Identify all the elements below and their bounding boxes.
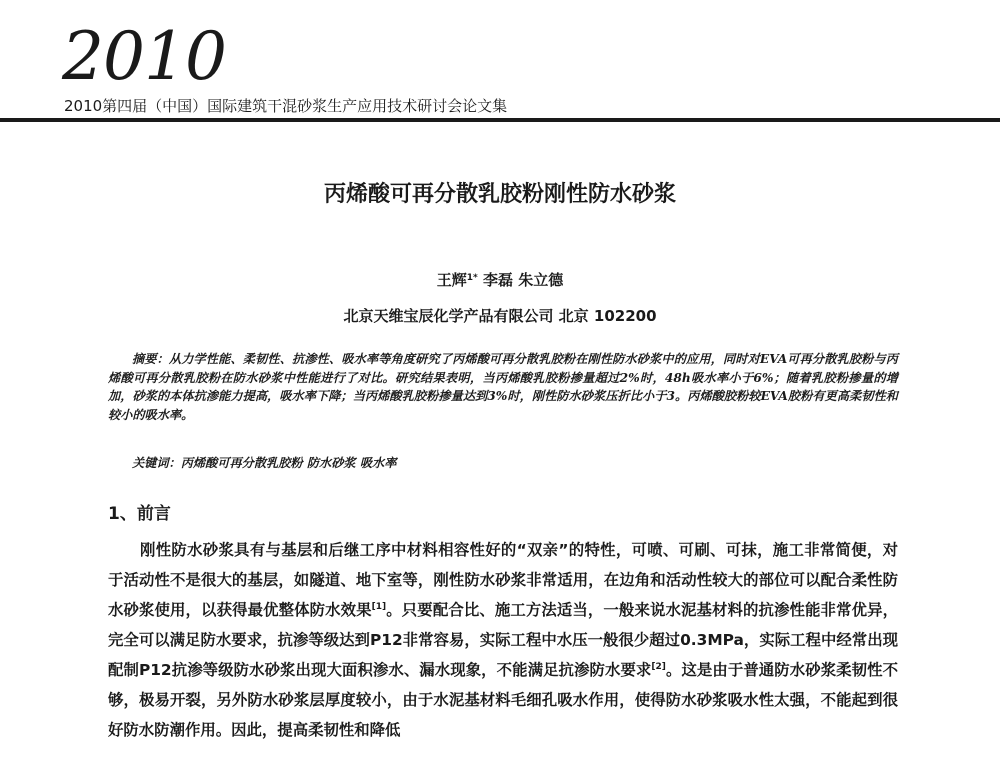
section-body xyxy=(108,535,898,745)
body-text-part: 。这是由于普通防水砂浆柔韧性不够，极易开裂，另外防水砂浆层厚度较小，由于水泥基材料毛细孔吸水作用，使得防水砂浆吸水性太强，不能起到很好防水防潮作用。因此，提高柔韧性和降低 xyxy=(108,661,898,739)
co-authors: 李磊 朱立德 xyxy=(477,271,564,289)
citation-ref: [1] xyxy=(371,602,387,612)
first-author: 王辉 xyxy=(436,271,467,289)
affiliation: 北京天维宝辰化学产品有限公司 北京 102200 xyxy=(343,307,657,325)
keywords: 关键词：丙烯酸可再分散乳胶粉 防水砂浆 吸水率 xyxy=(132,456,397,470)
citation-ref: [2] xyxy=(651,662,666,672)
author-footnote-mark: 1* xyxy=(466,273,478,283)
proceedings-series-title: 2010第四届（中国）国际建筑干混砂浆生产应用技术研讨会论文集 xyxy=(64,97,508,115)
body-text-part: 。只要配合比、施工方法适当，一般来说水泥基材料的抗渗性能非常优异，完全可以满足防水要求，抗渗等级达到P12非常容易，实际工程中水压一般很少超过0.3MPa，实际工程中经常出现配制P12抗渗等级防水砂浆出现大面积渗水、漏水现象，不能满足抗渗防水要求 xyxy=(108,601,898,679)
body-text-part: 刚性防水砂浆具有与基层和后继工序中材料相容性好的“双亲”的特性，可喷、可刷、可抹，施工非常简便，对于活动性不是很大的基层，如隧道、地下室等，刚性防水砂浆非常适用，在边角和活动性较大的部位可以配合柔性防水砂浆使用，以获得最优整体防水效果 xyxy=(108,541,898,619)
paper-title: 丙烯酸可再分散乳胶粉刚性防水砂浆 xyxy=(323,182,676,207)
proceedings-year: 2010 xyxy=(62,18,226,95)
section-heading: 1、前言 xyxy=(108,504,171,524)
author-line xyxy=(0,270,1000,290)
header-divider xyxy=(0,118,1000,122)
abstract: 摘要：从力学性能、柔韧性、抗渗性、吸水率等角度研究了丙烯酸可再分散乳胶粉在刚性防水砂浆中的应用，同时对EVA可再分散乳胶粉与丙烯酸可再分散乳胶粉在防水砂浆中性能进行了对比。研究结果表明，当丙烯酸乳胶粉掺量超过2%时，48h吸水率小于6%；随着乳胶粉掺量的增加，砂浆的本体抗渗能力提高，吸水率下降；当丙烯酸乳胶粉掺量达到3%时，刚性防水砂浆压折比小于3。丙烯酸胶粉较EVA胶粉有更高柔韧性和较小的吸水率。 xyxy=(108,352,898,422)
